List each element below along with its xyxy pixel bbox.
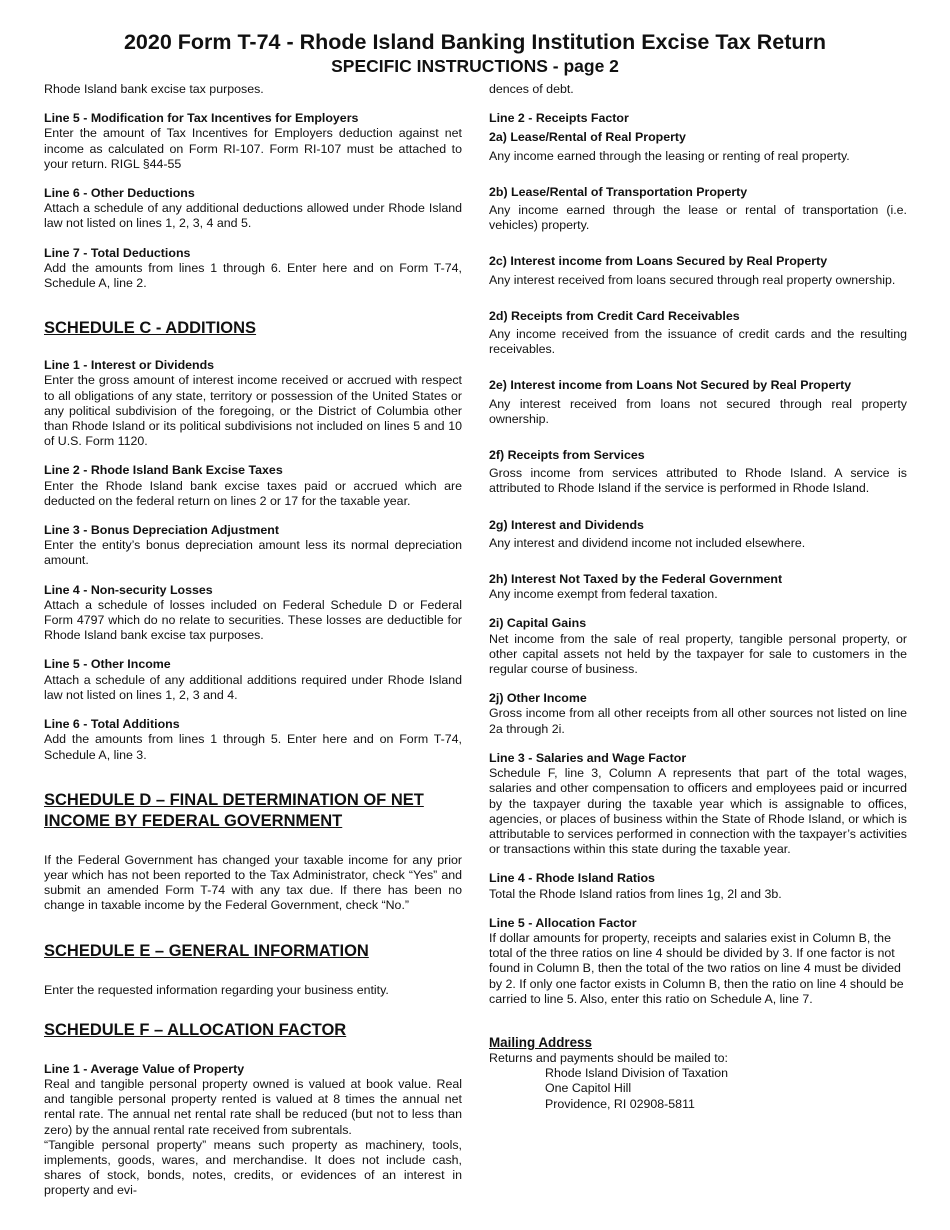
schedule-f-line1-text: Real and tangible personal property owned is valued at book value. Real and tangible personal property rented is valued at 8 times the annual net rental rate. The annual net rental rate shall be reduced (but not to less than zero) by the annual rental rate received from subrentals. <box>44 1076 462 1137</box>
page-header <box>0 30 950 77</box>
continuation-text: Rhode Island bank excise tax purposes. <box>44 82 264 96</box>
page-title: 2020 Form T-74 - Rhode Island Banking Institution Excise Tax Return <box>123 30 827 54</box>
schedule-f-line1-heading: Line 1 - Average Value of Property <box>44 1061 245 1076</box>
schedule-c-line6-heading: Line 6 - Total Additions <box>44 717 180 732</box>
line2f-text: Gross income from services attributed to Rhode Island. A service is attributed to Rhode Island if the service is performed in Rhode Island. <box>489 466 907 496</box>
schedule-c-line3-heading: Line 3 - Bonus Depreciation Adjustment <box>44 523 279 538</box>
schedule-d-title-line1: SCHEDULE D – FINAL DETERMINATION OF NET <box>44 790 424 809</box>
line2b-heading: 2b) Lease/Rental of Transportation Property <box>489 184 748 199</box>
mailing-address-line2: One Capitol Hill <box>545 1081 632 1096</box>
right-column <box>489 82 907 1112</box>
schedule-c-line1-text: Enter the gross amount of interest income received or accrued with respect to all obligations of any state, territory or possession of the United States or any political subdivision of the foregoing, or the District of Columbia other than Rhode Island or its political subdivisions not included on lines 5 and 10 of U.S. Form 1120. <box>44 373 462 449</box>
line2a-heading: 2a) Lease/Rental of Real Property <box>489 130 686 145</box>
schedule-e-title: SCHEDULE E – GENERAL INFORMATION <box>44 941 369 960</box>
line2e-text: Any interest received from loans not secured through real property ownership. <box>489 396 907 426</box>
line2a-text: Any income earned through the leasing or renting of real property. <box>489 148 850 163</box>
line5-allocation-text: If dollar amounts for property, receipts and salaries exist in Column B, the total of the three ratios on line 4 should be divided by 3. If one factor is not found in Column B, then the total of the two ratios on line 4 must be divided by 2. If only one factor exists in Column B, then the ratio on line 4 should be carried to line 5. Also, enter this ratio on Schedule A, line 7. <box>489 930 904 1006</box>
line3-heading: Line 3 - Salaries and Wage Factor <box>489 750 687 765</box>
line5-text: Enter the amount of Tax Incentives for Employers deduction against net income as calculated on Form RI-107. Form RI-107 must be attached to your return. RIGL §44-55 <box>44 126 462 171</box>
schedule-e-text: Enter the requested information regarding your business entity. <box>44 982 389 997</box>
schedule-c-line5-heading: Line 5 - Other Income <box>44 657 171 672</box>
line2-receipts-heading: Line 2 - Receipts Factor <box>489 111 629 126</box>
line2c-heading: 2c) Interest income from Loans Secured by Real Property <box>489 254 828 269</box>
line2j-text: Gross income from all other receipts from all other sources not listed on line 2a through 2i. <box>489 706 907 736</box>
schedule-c-line1-heading: Line 1 - Interest or Dividends <box>44 358 215 373</box>
page-subtitle: SPECIFIC INSTRUCTIONS - page 2 <box>331 56 619 76</box>
line2g-heading: 2g) Interest and Dividends <box>489 517 644 532</box>
schedule-c-line4-text: Attach a schedule of losses included on Federal Schedule D or Federal Form 4797 which do no relate to securities. These losses are deductible for Rhode Island bank excise tax purposes. <box>44 597 462 643</box>
left-column <box>44 82 462 1199</box>
line2f-heading: 2f) Receipts from Services <box>489 448 645 463</box>
line2c-text: Any interest received from loans secured through real property ownership. <box>489 272 896 287</box>
schedule-c-line5-text: Attach a schedule of any additional additions required under Rhode Island law not listed on lines 1, 2, 3 and 4. <box>44 672 462 702</box>
schedule-c-line2-heading: Line 2 - Rhode Island Bank Excise Taxes <box>44 463 283 478</box>
line7-heading: Line 7 - Total Deductions <box>44 245 191 260</box>
line5-heading: Line 5 - Modification for Tax Incentives for Employers <box>44 111 359 126</box>
line2i-text: Net income from the sale of real property, tangible personal property, or other capital assets not held by the taxpayer for sale to customers in the regular course of business. <box>489 631 907 677</box>
mailing-address-heading: Mailing Address <box>489 1034 592 1050</box>
schedule-c-line4-heading: Line 4 - Non-security Losses <box>44 582 213 597</box>
mailing-address-line3: Providence, RI 02908-5811 <box>545 1096 695 1111</box>
line2h-heading: 2h) Interest Not Taxed by the Federal Government <box>489 572 783 587</box>
line2h-text: Any income exempt from federal taxation. <box>489 587 718 602</box>
line2d-text: Any income received from the issuance of credit cards and the resulting receivables. <box>489 327 907 357</box>
line6-text: Attach a schedule of any additional deductions allowed under Rhode Island law not listed on lines 1, 2, 3, 4 and 5. <box>44 201 462 231</box>
line4-heading: Line 4 - Rhode Island Ratios <box>489 871 655 886</box>
mailing-address-text: Returns and payments should be mailed to: <box>489 1050 729 1065</box>
line5-allocation-heading: Line 5 - Allocation Factor <box>489 915 637 930</box>
schedule-f-title: SCHEDULE F – ALLOCATION FACTOR <box>44 1020 347 1039</box>
mailing-address-line1: Rhode Island Division of Taxation <box>545 1066 728 1081</box>
schedule-c-line2-text: Enter the Rhode Island bank excise taxes paid or accrued which are deducted on the federal return on lines 2 or 17 for the taxable year. <box>44 478 462 508</box>
schedule-d-text: If the Federal Government has changed your taxable income for any prior year which has not been reported to the Tax Administrator, check “Yes” and submit an amended Form T-74 with any tax due. If there has been no change in taxable income by the Federal Government, check “No.” <box>44 852 462 913</box>
schedule-c-line6-text: Add the amounts from lines 1 through 5. Enter here and on Form T-74, Schedule A, line 3. <box>44 732 462 762</box>
line2i-heading: 2i) Capital Gains <box>489 616 587 631</box>
continuation-text-right: dences of debt. <box>489 82 574 96</box>
line2g-text: Any interest and dividend income not included elsewhere. <box>489 535 806 550</box>
line2d-heading: 2d) Receipts from Credit Card Receivables <box>489 308 740 323</box>
schedule-c-line3-text: Enter the entity’s bonus depreciation amount less its normal depreciation amount. <box>44 538 462 568</box>
line4-text: Total the Rhode Island ratios from lines 1g, 2l and 3b. <box>489 886 782 901</box>
line7-text: Add the amounts from lines 1 through 6. Enter here and on Form T-74, Schedule A, line 2. <box>44 260 462 291</box>
schedule-c-title: SCHEDULE C - ADDITIONS <box>44 319 257 338</box>
schedule-d-title-line2: INCOME BY FEDERAL GOVERNMENT <box>44 811 343 830</box>
line2b-text: Any income earned through the lease or rental of transportation (i.e. vehicles) property. <box>489 203 907 233</box>
line6-heading: Line 6 - Other Deductions <box>44 186 195 201</box>
line2j-heading: 2j) Other Income <box>489 691 587 706</box>
line3-text: Schedule F, line 3, Column A represents that part of the total wages, salaries and other compensation to officers and employees paid or incurred by the taxpayer during the taxable year which is assignable to offices, agencies, or places of business within the State of Rhode Island, or which is attributable to services performed in connection with the taxpayer’s activities or transactions within this state during the taxable year. <box>489 766 907 857</box>
line2e-heading: 2e) Interest income from Loans Not Secured by Real Property <box>489 378 852 393</box>
schedule-f-line1-text2: “Tangible personal property” means such property as machinery, tools, implements, goods, wares, and merchandise. It does not include cash, shares of stock, bonds, notes, credits, or evidences of an interest in property and evi- <box>44 1137 462 1198</box>
